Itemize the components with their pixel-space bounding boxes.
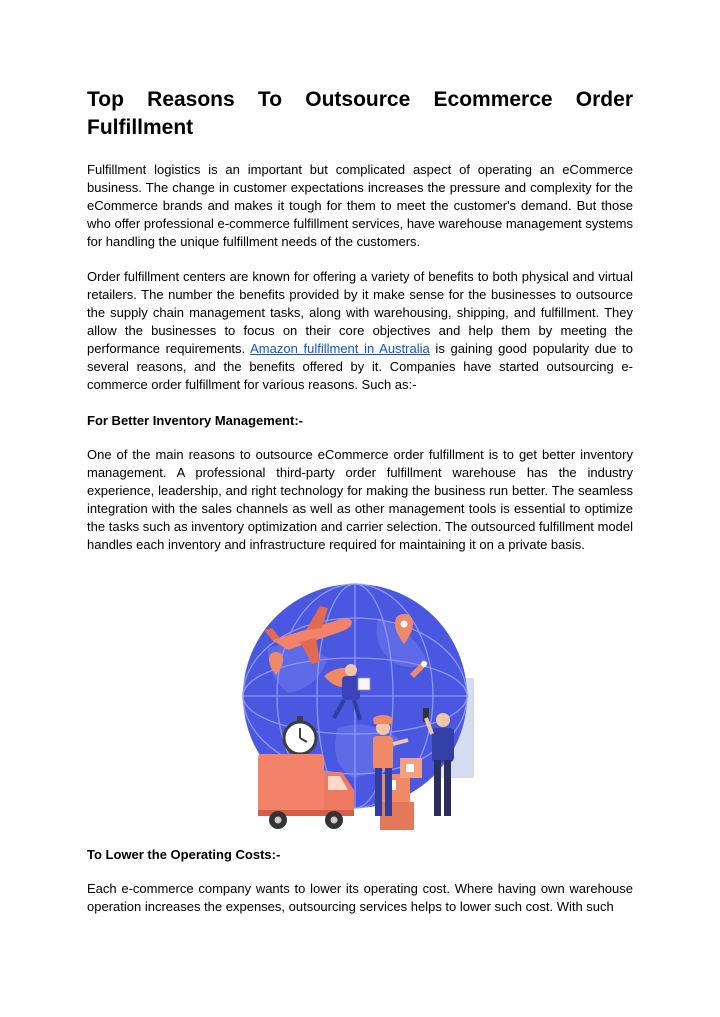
benefits-paragraph (87, 268, 633, 394)
inventory-paragraph: One of the main reasons to outsource eCommerce order fulfillment is to get better inventory management. A professional third-party order fulfillment warehouse has the industry experience, leadership, and right technology for making the business run better. The seamless integration with the sales channels as well as other management tools is essential to optimize the tasks such as inventory optimization and carrier selection. The outsourced fulfillment model handles each inventory and infrastructure required for maintaining it on a private basis. (87, 447, 633, 552)
amazon-fulfillment-link[interactable]: Amazon fulfillment in Australia (250, 341, 430, 356)
section-heading-costs: To Lower the Operating Costs:- (87, 847, 281, 862)
benefits-text-before: Order fulfillment centers are known for offering a variety of benefits to both physical and virtual retailers. The number the benefits provided by it make sense for the businesses to outsource the supply chain management tasks, along with warehousing, shipping, and fulfillment. They allow the businesses to focus on their core objectives and help them by meeting the performance requirements. (87, 269, 633, 356)
costs-paragraph: Each e-commerce company wants to lower its operating cost. Where having own warehouse operation increases the expenses, outsourcing services helps to lower such cost. With such (87, 881, 633, 914)
section-heading-inventory: For Better Inventory Management:- (87, 413, 303, 428)
benefits-text-after: is gaining good popularity due to several reasons, and the benefits offered by it. Companies have started outsourcing e-commerce order fulfillment for various reasons. Such as:- (87, 341, 633, 392)
page-title-line-2: Fulfillment (87, 116, 194, 139)
page-title (87, 86, 633, 142)
fulfillment-illustration (228, 578, 512, 846)
page-title-line-1: Top Reasons To Outsource Ecommerce Order (87, 88, 633, 111)
intro-paragraph: Fulfillment logistics is an important but complicated aspect of operating an eCommerce business. The change in customer expectations increases the pressure and complexity for the eCommerce brands and makes it tough for them to meet the customer's demand. But those who offer professional e-commerce fulfillment services, have warehouse management systems for handling the unique fulfillment needs of the customers. (87, 162, 633, 249)
